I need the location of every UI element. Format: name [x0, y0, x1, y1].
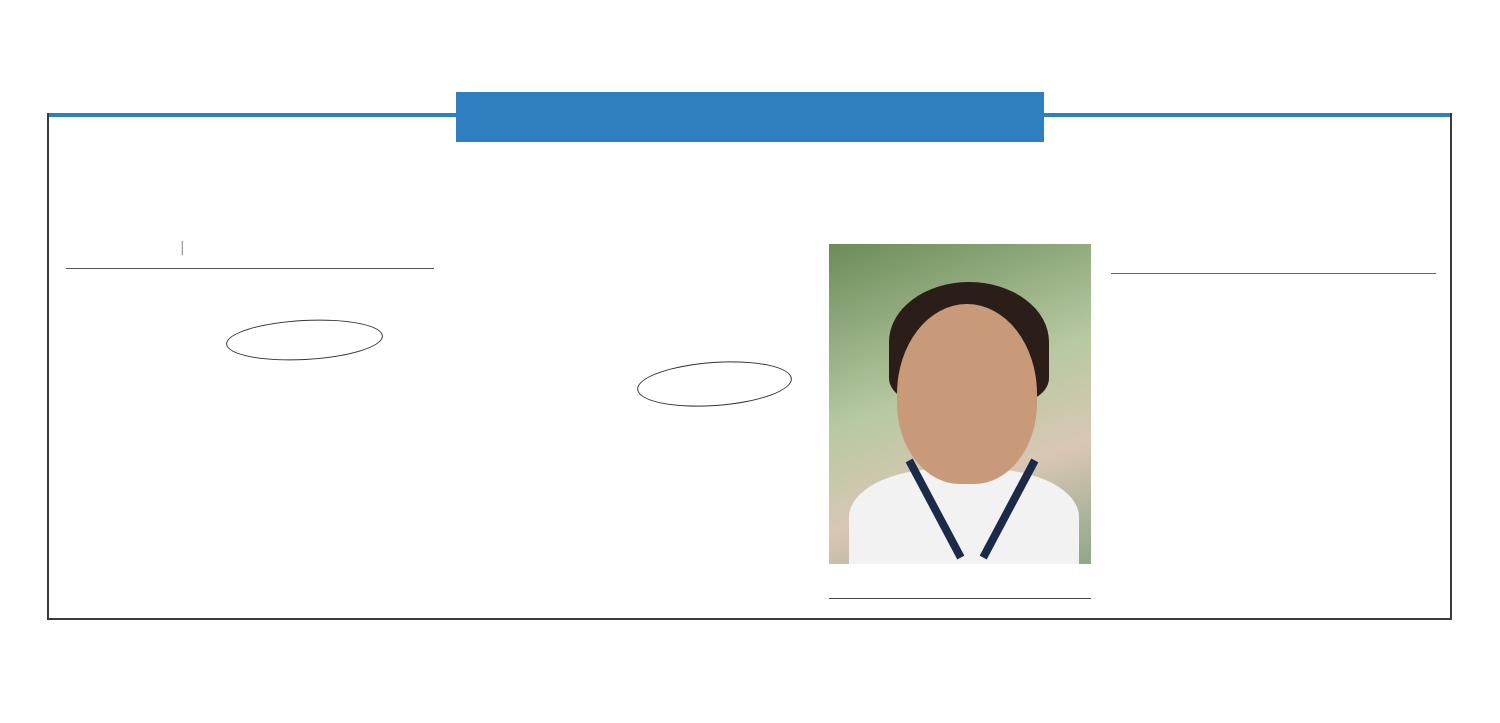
byline-separator: |: [180, 240, 185, 256]
sidebar-body: [1111, 284, 1431, 606]
photo-face: [897, 304, 1037, 484]
article-column-2: [445, 237, 813, 607]
headline: [60, 150, 1440, 228]
caption-rule: [829, 598, 1091, 599]
sidebar-rule: [1111, 273, 1436, 274]
kicker-banner: [456, 92, 1044, 142]
portrait-photo: [829, 244, 1091, 564]
byline: [176, 240, 189, 256]
byline-rule: [66, 268, 434, 269]
